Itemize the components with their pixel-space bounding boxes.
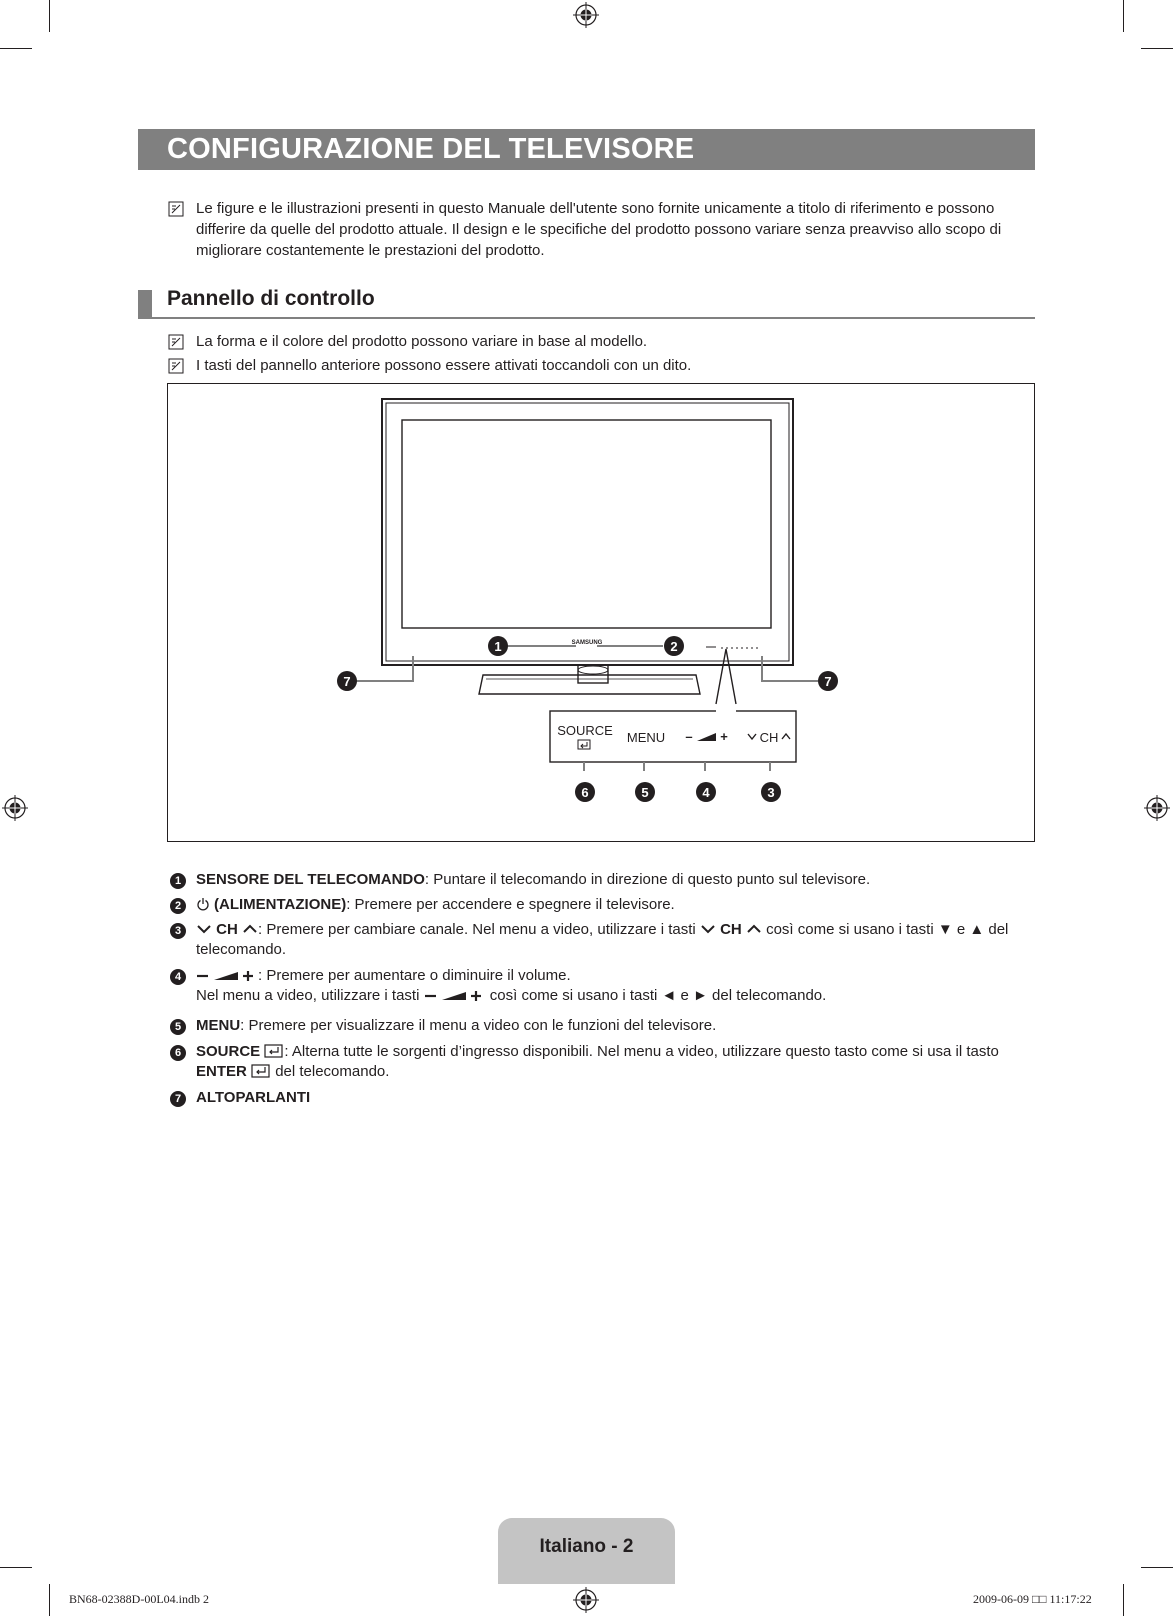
- crop-mark: [1141, 1567, 1173, 1568]
- desc-item-text: : Premere per aumentare o diminuire il volume.: [258, 967, 571, 984]
- page-number: Italiano - 2: [539, 1536, 634, 1557]
- desc-item-text: : Alterna tutte le sorgenti d’ingresso disponibili. Nel menu a video, utilizzare questo tasto come si usa il tasto: [284, 1043, 999, 1060]
- callout-7-right: [818, 671, 838, 691]
- desc-item-7: [196, 1088, 1036, 1108]
- desc-item-text: : Premere per accendere e spegnere il televisore.: [346, 896, 675, 913]
- callout-4: [696, 782, 716, 802]
- chevron-up-icon: [746, 923, 762, 935]
- crop-mark: [49, 1584, 50, 1616]
- desc-item-label: SOURCE: [196, 1043, 261, 1060]
- desc-item-label: (ALIMENTAZIONE): [214, 896, 347, 913]
- volume-icon: [424, 988, 486, 1002]
- tv-screen: [402, 420, 771, 628]
- desc-item-text: del telecomando.: [275, 1063, 390, 1080]
- page-title: CONFIGURAZIONE DEL TELEVISORE: [138, 129, 1035, 170]
- crop-mark: [0, 1567, 32, 1568]
- section-note: I tasti del pannello anteriore possono essere attivati toccandoli con un dito.: [196, 357, 692, 374]
- desc-number-badge: 2: [170, 898, 186, 914]
- section-divider: [138, 317, 1035, 319]
- desc-item-label: ALTOPARLANTI: [196, 1089, 311, 1106]
- intro-note-line: differire da quelle del prodotto attuale. Il design e le specifiche del prodotto possono variare senza preavviso allo scopo di: [196, 221, 1002, 238]
- desc-item-6: [196, 1042, 1036, 1082]
- svg-text:2: 2: [670, 639, 678, 654]
- tv-illustration-frame: [167, 383, 1035, 842]
- tv-bezel-inner: [386, 403, 789, 661]
- chevron-down-icon: [700, 923, 716, 935]
- svg-text:7: 7: [824, 674, 832, 689]
- enter-icon: [251, 1064, 271, 1078]
- desc-number-badge: 1: [170, 873, 186, 889]
- registration-mark-icon: [573, 2, 599, 28]
- registration-mark-icon: [573, 1587, 599, 1613]
- note-icon: [168, 201, 184, 217]
- desc-item-text: così come si usano i tasti ▼ e ▲ del: [766, 921, 1009, 938]
- panel-source-label: SOURCE: [557, 723, 613, 738]
- desc-number-badge: 7: [170, 1091, 186, 1107]
- crop-mark: [1123, 0, 1124, 32]
- callout-3: [761, 782, 781, 802]
- note-icon: [168, 358, 184, 374]
- chevron-up-icon: [242, 923, 258, 935]
- section-note: La forma e il colore del prodotto possono variare in base al modello.: [196, 333, 648, 350]
- svg-text:3: 3: [767, 785, 775, 800]
- desc-item-text: telecomando.: [196, 941, 287, 958]
- desc-item-text: : Premere per visualizzare il menu a video con le funzioni del televisore.: [240, 1017, 717, 1034]
- tv-stand-base: [479, 675, 700, 694]
- intro-note-line: Le figure e le illustrazioni presenti in questo Manuale dell'utente sono fornite unicamente a titolo di riferimento e possono: [196, 200, 995, 217]
- registration-mark-icon: [1144, 795, 1170, 821]
- svg-text:1: 1: [494, 639, 502, 654]
- intro-note-line: migliorare costantemente le prestazioni del prodotto.: [196, 242, 545, 259]
- desc-item-label: ENTER: [196, 1063, 247, 1080]
- tv-bezel: [382, 399, 793, 665]
- tv-illustration: [168, 384, 1034, 841]
- page-number-tab: [498, 1518, 675, 1584]
- callout-5: [635, 782, 655, 802]
- svg-text:5: 5: [641, 785, 649, 800]
- desc-item-1: [196, 870, 1036, 890]
- crop-mark: [1123, 1584, 1124, 1616]
- print-slug-right: 2009-06-09 □□ 11:17:22: [973, 1592, 1092, 1606]
- svg-text:6: 6: [581, 785, 589, 800]
- section-title: Pannello di controllo: [167, 287, 375, 310]
- desc-item-label: CH: [216, 921, 238, 938]
- svg-text:4: 4: [702, 785, 710, 800]
- desc-item-label: SENSORE DEL TELECOMANDO: [196, 871, 425, 888]
- print-slug-left: BN68-02388D-00L04.indb 2: [69, 1592, 209, 1606]
- panel-menu-label: MENU: [626, 730, 666, 745]
- registration-mark-icon: [2, 795, 28, 821]
- crop-mark: [0, 48, 32, 49]
- volume-icon: [196, 968, 258, 982]
- crop-mark: [49, 0, 50, 32]
- note-icon: [168, 334, 184, 350]
- panel-volume-plus: +: [720, 729, 728, 744]
- callout-1: [488, 636, 508, 656]
- desc-item-text: così come si usano i tasti ◄ e ► del telecomando.: [489, 987, 827, 1004]
- desc-item-text: : Puntare il telecomando in direzione di questo punto sul televisore.: [424, 871, 871, 888]
- source-icon: [264, 1044, 284, 1058]
- desc-item-label: MENU: [196, 1017, 241, 1034]
- crop-mark: [1141, 48, 1173, 49]
- callout-7-left: [337, 671, 357, 691]
- callout-6: [575, 782, 595, 802]
- desc-item-3: [196, 920, 1036, 960]
- svg-text:7: 7: [343, 674, 351, 689]
- chevron-down-icon: [196, 923, 212, 935]
- panel-channel-label: CH: [759, 730, 779, 745]
- desc-number-badge: 5: [170, 1019, 186, 1035]
- desc-item-4: [196, 966, 1036, 1006]
- desc-number-badge: 4: [170, 969, 186, 985]
- callout-2: [664, 636, 684, 656]
- desc-item-label: CH: [720, 921, 742, 938]
- brand-logo: SAMSUNG: [571, 640, 603, 646]
- desc-number-badge: 6: [170, 1045, 186, 1061]
- desc-item-2: [196, 895, 1036, 915]
- desc-number-badge: 3: [170, 923, 186, 939]
- power-icon: [196, 897, 210, 911]
- desc-item-text: : Premere per cambiare canale. Nel menu a video, utilizzare i tasti: [258, 921, 696, 938]
- desc-item-text: Nel menu a video, utilizzare i tasti: [196, 987, 420, 1004]
- section-marker: [138, 290, 152, 319]
- desc-item-5: [196, 1016, 1036, 1036]
- panel-volume-minus: –: [685, 729, 693, 744]
